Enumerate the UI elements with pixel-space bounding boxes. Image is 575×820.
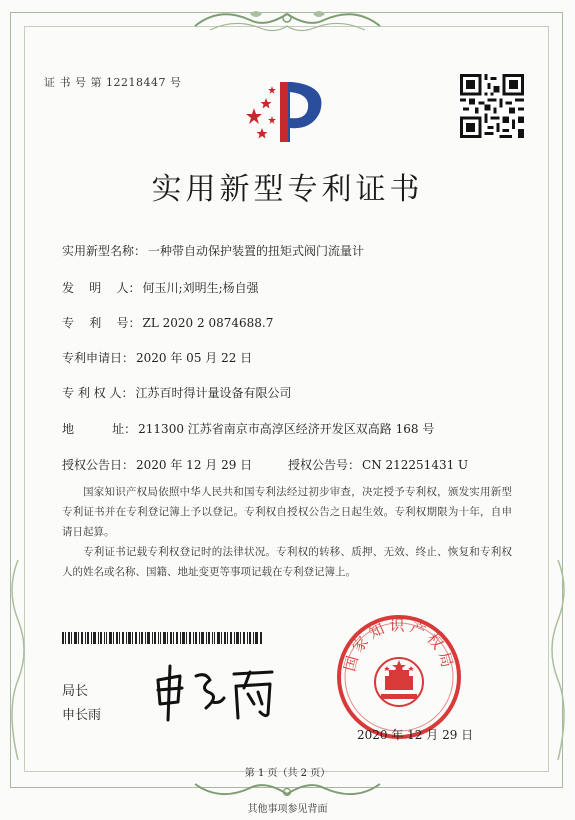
inventor-label: 发 明 人： xyxy=(62,281,141,295)
top-ornament xyxy=(190,4,385,44)
grant-date: 2020 年 12 月 29 日 xyxy=(136,458,253,472)
utility-model-name: 一种带自动保护装置的扭矩式阀门流量计 xyxy=(148,244,365,258)
signatory-title: 局长 xyxy=(62,684,89,699)
grant-date-row xyxy=(62,456,252,473)
address-label: 地 址： xyxy=(62,422,137,436)
filing-date-row xyxy=(62,349,252,366)
svg-text:国家知识产权局: 国家知识产权局 xyxy=(340,616,458,674)
patent-no-row xyxy=(62,314,273,331)
certificate-title: 实用新型专利证书 xyxy=(151,172,424,207)
legal-status-note: 专利证书记载专利权登记时的法律状况。专利权的转移、质押、无效、终止、恢复和专利权人的姓名或名称、国籍、地址变更等事项记载在专利登记簿上。 xyxy=(62,546,512,578)
signature xyxy=(150,662,280,722)
grant-no-row xyxy=(288,456,468,473)
barcode xyxy=(62,632,262,644)
grant-date-label: 授权公告日： xyxy=(62,458,135,472)
official-seal xyxy=(334,612,464,742)
inventor-row xyxy=(62,279,259,296)
grant-no-label: 授权公告号： xyxy=(288,458,361,472)
patentee-row xyxy=(62,384,291,401)
filing-date-label: 专利申请日： xyxy=(62,351,135,365)
address-row xyxy=(62,420,434,437)
inventors: 何玉川;刘明生;杨自强 xyxy=(142,281,259,295)
back-note: 其他事项参见背面 xyxy=(247,804,328,815)
patent-no-label: 专 利 号： xyxy=(62,316,141,330)
cnipa-logo xyxy=(240,78,330,146)
page-number: 第 1 页（共 2 页） xyxy=(244,768,331,779)
grant-no: CN 212251431 U xyxy=(362,458,469,472)
patent-no: ZL 2020 2 0874688.7 xyxy=(142,316,274,330)
left-ornament xyxy=(4,560,30,760)
patentee-label: 专 利 权 人： xyxy=(62,386,134,400)
seal-date: 2020 年 12 月 29 日 xyxy=(357,728,474,742)
address: 211300 江苏省南京市高淳区经济开发区双高路 168 号 xyxy=(138,422,435,436)
signatory-name: 申长雨 xyxy=(62,708,102,723)
utility-model-name-label: 实用新型名称： xyxy=(62,244,147,258)
certificate-number: 证 书 号 第 12218447 号 xyxy=(44,76,182,89)
qr-code xyxy=(460,74,524,138)
grant-statement: 国家知识产权局依照中华人民共和国专利法经过初步审查，决定授予专利权，颁发实用新型专利证书并在专利登记簿上予以登记。专利权自授权公告之日起生效。专利权期限为十年，自申请日起算。 xyxy=(62,486,512,538)
patentee: 江苏百时得计量设备有限公司 xyxy=(135,386,292,400)
utility-model-name-row xyxy=(62,242,364,259)
filing-date: 2020 年 05 月 22 日 xyxy=(136,351,253,365)
right-ornament xyxy=(546,560,572,760)
